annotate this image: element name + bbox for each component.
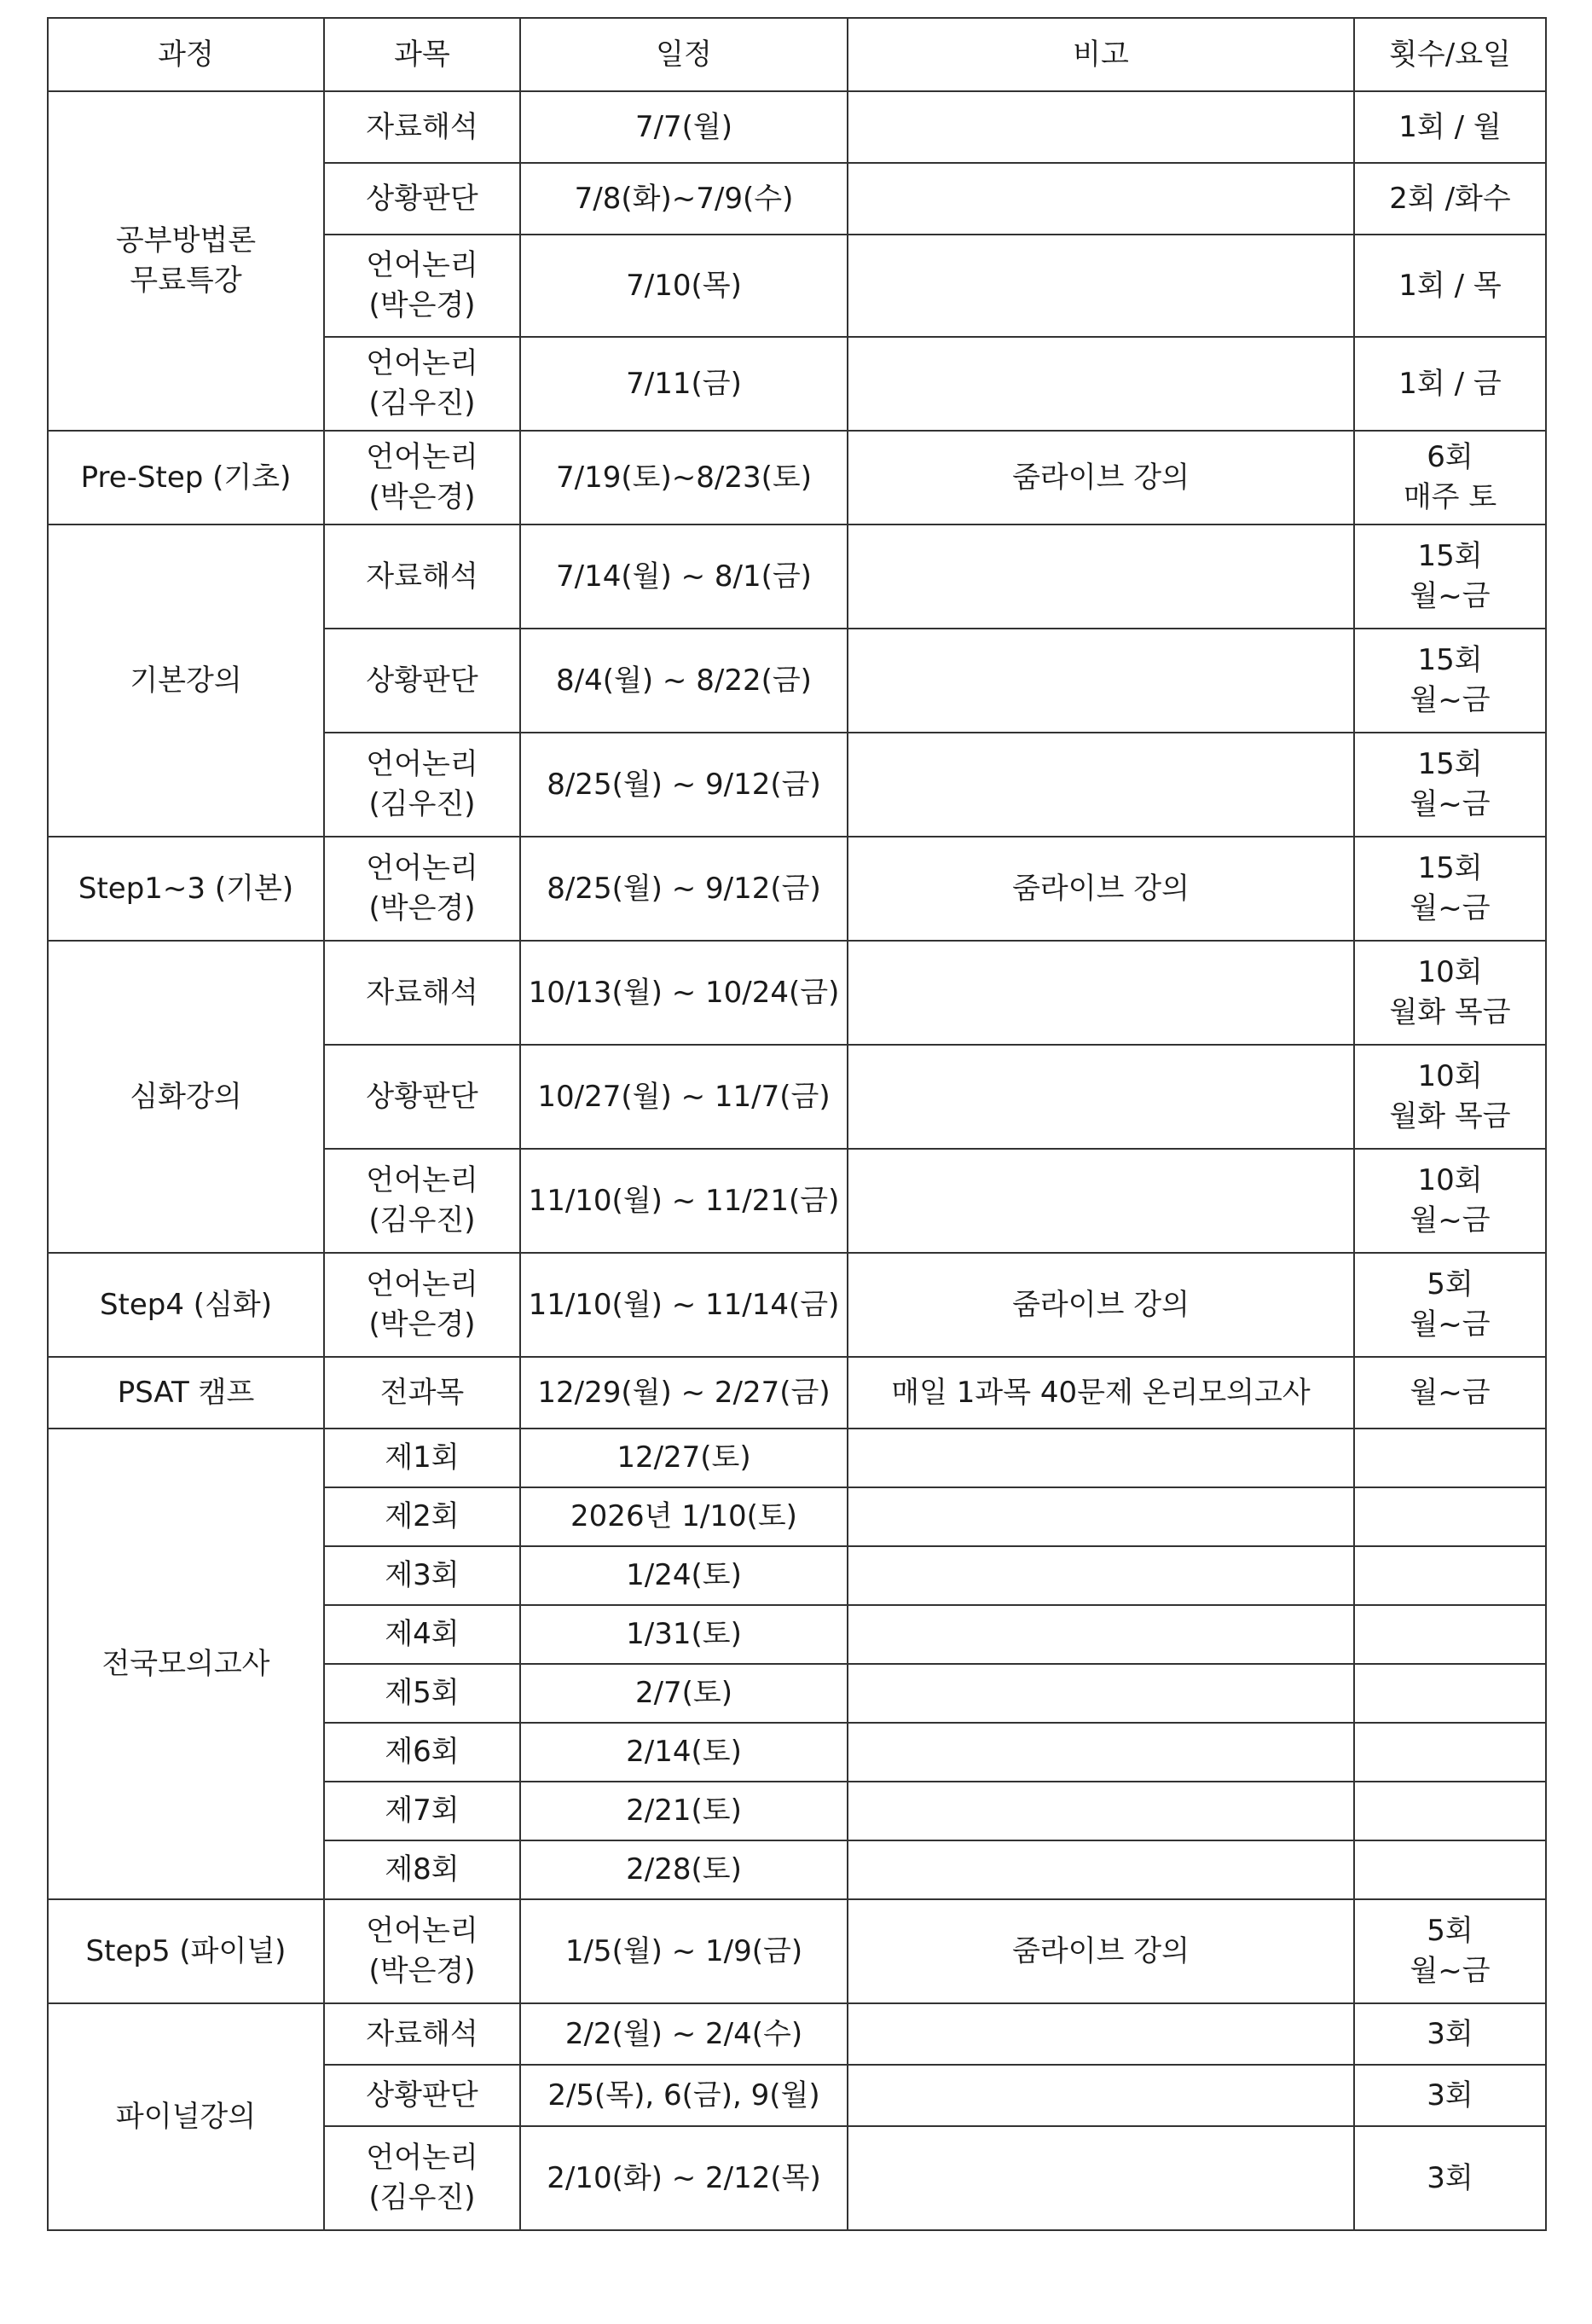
subject-cell: 상황판단 — [324, 163, 520, 235]
header-count: 횟수/요일 — [1354, 18, 1546, 91]
count-cell: 15회 월~금 — [1354, 629, 1546, 733]
course-cell: Step4 (심화) — [48, 1253, 324, 1357]
table-row — [48, 1253, 1546, 1357]
count-cell — [1354, 1546, 1546, 1605]
note-cell: 줌라이브 강의 — [848, 1899, 1354, 2003]
schedule-cell: 7/10(목) — [520, 235, 848, 337]
schedule-cell: 2/10(화) ~ 2/12(목) — [520, 2126, 848, 2230]
header-schedule: 일정 — [520, 18, 848, 91]
count-cell: 5회 월~금 — [1354, 1253, 1546, 1357]
subject-cell: 전과목 — [324, 1357, 520, 1429]
subject-cell: 언어논리 (김우진) — [324, 733, 520, 837]
table-row — [48, 1899, 1546, 2003]
schedule-cell: 12/29(월) ~ 2/27(금) — [520, 1357, 848, 1429]
subject-cell: 상황판단 — [324, 1045, 520, 1149]
schedule-cell: 2/5(목), 6(금), 9(월) — [520, 2065, 848, 2126]
schedule-cell: 11/10(월) ~ 11/21(금) — [520, 1149, 848, 1253]
note-cell — [848, 2126, 1354, 2230]
schedule-cell: 7/14(월) ~ 8/1(금) — [520, 524, 848, 629]
subject-cell: 자료해석 — [324, 524, 520, 629]
subject-cell: 제6회 — [324, 1723, 520, 1782]
subject-cell: 제3회 — [324, 1546, 520, 1605]
note-cell — [848, 733, 1354, 837]
note-cell — [848, 1840, 1354, 1899]
count-cell — [1354, 1429, 1546, 1487]
count-cell — [1354, 1840, 1546, 1899]
count-cell: 1회 / 월 — [1354, 91, 1546, 163]
header-note: 비고 — [848, 18, 1354, 91]
subject-cell: 언어논리 (김우진) — [324, 1149, 520, 1253]
schedule-cell: 1/5(월) ~ 1/9(금) — [520, 1899, 848, 2003]
count-cell: 6회 매주 토 — [1354, 431, 1546, 524]
table-row — [48, 1357, 1546, 1429]
subject-cell: 언어논리 (김우진) — [324, 2126, 520, 2230]
note-cell — [848, 91, 1354, 163]
note-cell — [848, 337, 1354, 431]
schedule-cell: 12/27(토) — [520, 1429, 848, 1487]
schedule-cell: 8/4(월) ~ 8/22(금) — [520, 629, 848, 733]
header-subject: 과목 — [324, 18, 520, 91]
schedule-body — [48, 91, 1546, 2230]
subject-cell: 언어논리 (박은경) — [324, 235, 520, 337]
subject-cell: 언어논리 (박은경) — [324, 1899, 520, 2003]
schedule-cell: 2/21(토) — [520, 1782, 848, 1840]
count-cell: 3회 — [1354, 2065, 1546, 2126]
subject-cell: 제5회 — [324, 1664, 520, 1723]
note-cell — [848, 1429, 1354, 1487]
subject-cell: 자료해석 — [324, 941, 520, 1045]
count-cell — [1354, 1664, 1546, 1723]
subject-cell: 언어논리 (김우진) — [324, 337, 520, 431]
schedule-cell: 8/25(월) ~ 9/12(금) — [520, 837, 848, 941]
count-cell: 월~금 — [1354, 1357, 1546, 1429]
count-cell: 10회 월화 목금 — [1354, 1045, 1546, 1149]
subject-cell: 제8회 — [324, 1840, 520, 1899]
course-cell: 전국모의고사 — [48, 1429, 324, 1899]
schedule-cell: 2/28(토) — [520, 1840, 848, 1899]
count-cell — [1354, 1782, 1546, 1840]
schedule-cell: 1/24(토) — [520, 1546, 848, 1605]
note-cell — [848, 1723, 1354, 1782]
subject-cell: 제4회 — [324, 1605, 520, 1664]
note-cell: 줌라이브 강의 — [848, 431, 1354, 524]
count-cell: 15회 월~금 — [1354, 733, 1546, 837]
note-cell — [848, 2003, 1354, 2065]
count-cell: 10회 월화 목금 — [1354, 941, 1546, 1045]
note-cell — [848, 1487, 1354, 1546]
course-cell: 파이널강의 — [48, 2003, 324, 2230]
course-cell: 공부방법론 무료특강 — [48, 91, 324, 431]
schedule-cell: 7/19(토)~8/23(토) — [520, 431, 848, 524]
note-cell — [848, 1605, 1354, 1664]
subject-cell: 상황판단 — [324, 629, 520, 733]
note-cell — [848, 1664, 1354, 1723]
schedule-cell: 7/11(금) — [520, 337, 848, 431]
table-row — [48, 2003, 1546, 2065]
schedule-cell: 2/2(월) ~ 2/4(수) — [520, 2003, 848, 2065]
course-cell: Step5 (파이널) — [48, 1899, 324, 2003]
schedule-cell: 7/8(화)~7/9(수) — [520, 163, 848, 235]
subject-cell: 언어논리 (박은경) — [324, 837, 520, 941]
schedule-cell: 8/25(월) ~ 9/12(금) — [520, 733, 848, 837]
table-row — [48, 91, 1546, 163]
schedule-cell: 2/7(토) — [520, 1664, 848, 1723]
course-cell: PSAT 캠프 — [48, 1357, 324, 1429]
table-row — [48, 431, 1546, 524]
note-cell — [848, 941, 1354, 1045]
note-cell — [848, 1782, 1354, 1840]
count-cell: 3회 — [1354, 2126, 1546, 2230]
header-row — [48, 18, 1546, 91]
schedule-cell: 11/10(월) ~ 11/14(금) — [520, 1253, 848, 1357]
count-cell — [1354, 1487, 1546, 1546]
count-cell — [1354, 1723, 1546, 1782]
schedule-cell: 1/31(토) — [520, 1605, 848, 1664]
table-row — [48, 837, 1546, 941]
course-cell: 기본강의 — [48, 524, 324, 837]
subject-cell: 언어논리 (박은경) — [324, 1253, 520, 1357]
note-cell — [848, 1149, 1354, 1253]
count-cell: 10회 월~금 — [1354, 1149, 1546, 1253]
schedule-cell: 2026년 1/10(토) — [520, 1487, 848, 1546]
count-cell: 15회 월~금 — [1354, 524, 1546, 629]
note-cell: 줌라이브 강의 — [848, 1253, 1354, 1357]
subject-cell: 언어논리 (박은경) — [324, 431, 520, 524]
subject-cell: 제2회 — [324, 1487, 520, 1546]
table-row — [48, 1429, 1546, 1487]
schedule-cell: 10/13(월) ~ 10/24(금) — [520, 941, 848, 1045]
count-cell — [1354, 1605, 1546, 1664]
schedule-cell: 10/27(월) ~ 11/7(금) — [520, 1045, 848, 1149]
note-cell — [848, 524, 1354, 629]
note-cell — [848, 629, 1354, 733]
count-cell: 2회 /화수 — [1354, 163, 1546, 235]
header-course: 과정 — [48, 18, 324, 91]
course-cell: Step1~3 (기본) — [48, 837, 324, 941]
note-cell — [848, 2065, 1354, 2126]
table-row — [48, 524, 1546, 629]
subject-cell: 제1회 — [324, 1429, 520, 1487]
course-cell: Pre-Step (기초) — [48, 431, 324, 524]
note-cell — [848, 163, 1354, 235]
count-cell: 15회 월~금 — [1354, 837, 1546, 941]
schedule-table — [47, 17, 1547, 2231]
subject-cell: 상황판단 — [324, 2065, 520, 2126]
schedule-cell: 7/7(월) — [520, 91, 848, 163]
subject-cell: 제7회 — [324, 1782, 520, 1840]
count-cell: 3회 — [1354, 2003, 1546, 2065]
note-cell — [848, 1546, 1354, 1605]
subject-cell: 자료해석 — [324, 2003, 520, 2065]
table-row — [48, 941, 1546, 1045]
note-cell — [848, 1045, 1354, 1149]
note-cell: 매일 1과목 40문제 온리모의고사 — [848, 1357, 1354, 1429]
count-cell: 1회 / 금 — [1354, 337, 1546, 431]
count-cell: 1회 / 목 — [1354, 235, 1546, 337]
count-cell: 5회 월~금 — [1354, 1899, 1546, 2003]
course-cell: 심화강의 — [48, 941, 324, 1253]
note-cell: 줌라이브 강의 — [848, 837, 1354, 941]
subject-cell: 자료해석 — [324, 91, 520, 163]
note-cell — [848, 235, 1354, 337]
schedule-cell: 2/14(토) — [520, 1723, 848, 1782]
